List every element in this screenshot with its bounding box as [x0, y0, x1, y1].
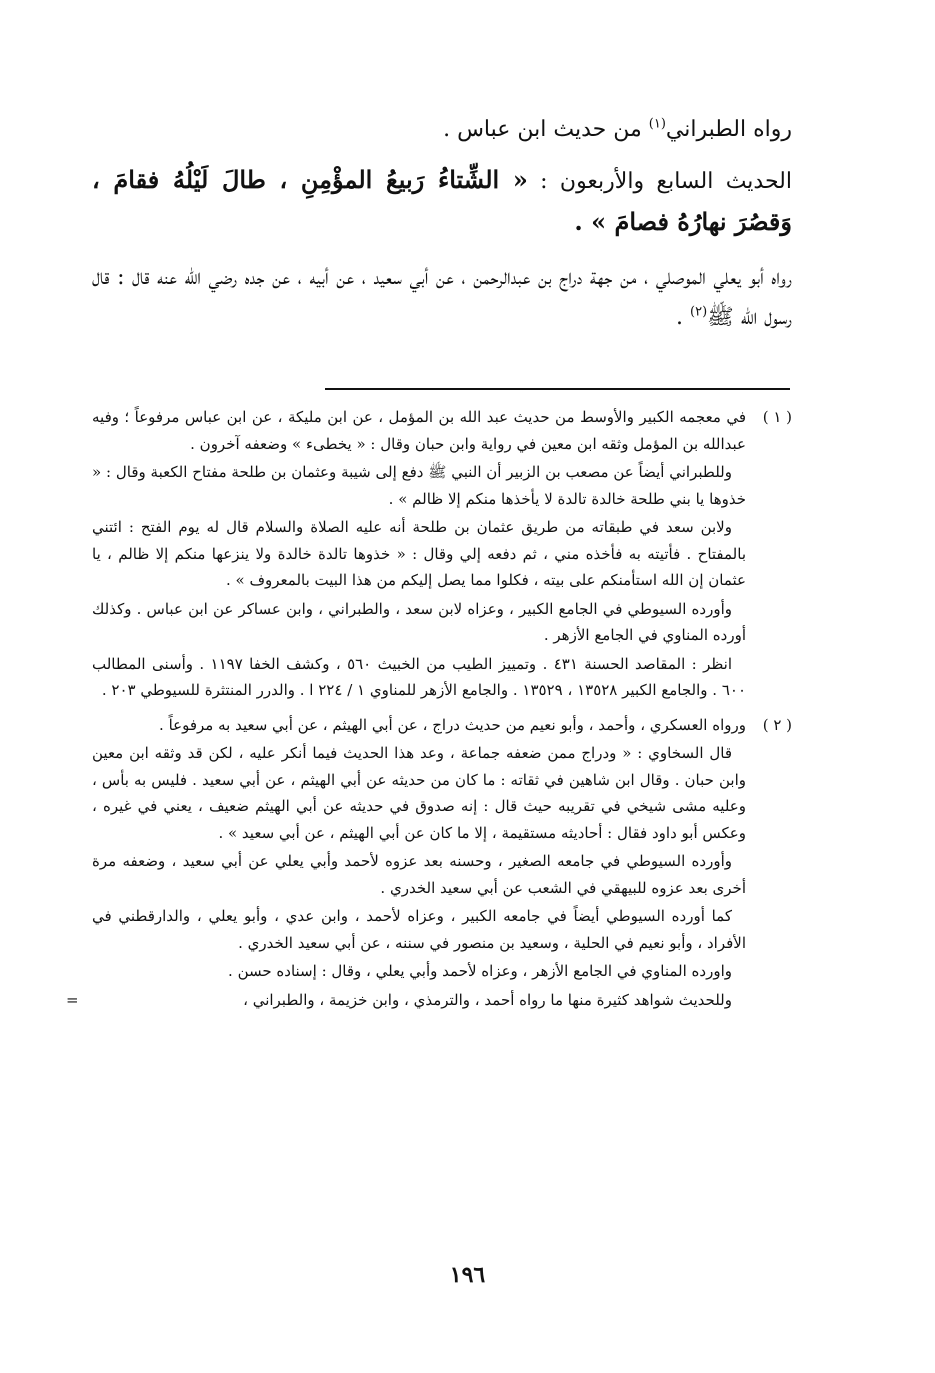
footnotes	[66, 404, 792, 1013]
footnote-paragraph: كما أورده السيوطي أيضاً في جامعه الكبير ، وعزاه لأحمد ، وابن عدي ، وأبو يعلي ، والدارقطني في الأفراد ، وأبو نعيم في الحلية ، وسعيد بن منصور في سننه ، عن أبي سعيد الخدري .	[92, 907, 746, 952]
page-number: ١٩٦	[449, 1262, 486, 1288]
footnote-paragraph: واورده المناوي في الجامع الأزهر ، وعزاه لأحمد وأبي يعلي ، وقال : إسناده حسن .	[228, 962, 732, 980]
continuation-mark: =	[66, 990, 79, 1009]
text-span: رواه الطبراني	[665, 117, 792, 142]
footnote-1	[92, 404, 792, 704]
paragraph-narration	[92, 258, 792, 338]
text-span: من حديث ابن عباس .	[443, 117, 649, 142]
text-span: رواه أبو يعلي الموصلي ، من جهة دراج بن عبدالرحمن ، عن أبي سعيد ، عن أبيه ، عن جده رضي الله عنه قال : قال رسول الله ﷺ	[92, 265, 792, 330]
footnote-paragraph: وللطبراني أيضاً عن مصعب بن الزبير أن النبي ﷺ دفع إلى شيبة وعثمان بن طلحة مفتاح الكعبة وقال : « خذوها يا بني طلحة خالدة تالدة لا يأخذها منكم إلا ظالم » .	[92, 463, 746, 508]
footnote-2	[66, 712, 792, 1014]
footnote-number: ( ٢ )	[762, 715, 792, 734]
footnote-paragraph: ورواه العسكري ، وأحمد ، وأبو نعيم من حديث دراج ، عن أبي الهيثم ، عن أبي سعيد به مرفوعاً .	[159, 715, 746, 734]
footnote-number: ( ١ )	[762, 408, 792, 426]
hadith-heading: الحديث السابع والأربعون :	[527, 169, 792, 194]
footnote-paragraph: وأورده السيوطي في الجامع الكبير ، وعزاه لابن سعد ، والطبراني ، وابن عساكر عن ابن عباس . وكذلك أورده المناوي في الجامع الأزهر .	[92, 599, 746, 644]
footnote-paragraph: قال السخاوي : « ودراج ممن ضعفه جماعة ، وعد هذا الحديث فيما أنكر عليه ، لكن قد وثقه ابن معين وابن حبان . وقال ابن شاهين في ثقاته : ما كان من حديثه عن أبي الهيثم ، عن أبي سعيد . فليس به بأس ، وعليه مشى شيخي في تقريبه حيث قال : إنه صدوق في حديثه عن أبي الهيثم ضعيف ، يعني في غيره ، وعكس أبو داود فقال : أحاديثه مستقيمة ، إلا ما كان عن أبي الهيثم ، عن أبي سعيد » .	[92, 744, 746, 842]
main-text	[92, 110, 792, 338]
footnote-paragraph: ولابن سعد في طبقاته من طريق عثمان بن طلحة أنه عليه الصلاة والسلام قال له يوم الفتح : ائتني بالمفتاح . فأتيته به فأخذه مني ، ثم دفعه إلي وقال : « خذوها تالدة خالدة ولا ينزعها منكم إلا ظالم ، يا عثمان إن الله استأمنكم على بيته ، فكلوا مما يصل إليكم من هذا البيت بالمعروف » .	[92, 518, 746, 589]
footnote-ref-2[interactable]: (٢)	[690, 304, 708, 320]
footnote-paragraph: وللحديث شواهد كثيرة منها ما رواه أحمد ، والترمذي ، وابن خزيمة ، والطبراني ،	[243, 990, 732, 1009]
footnote-paragraph: انظر : المقاصد الحسنة ٤٣١ . وتمييز الطيب من الخبيث ٥٦٠ ، وكشف الخفا ١١٩٧ . وأسنى المطالب ٦٠٠ . والجامع الكبير ١٣٥٢٨ ، ١٣٥٢٩ . والجامع الأزهر للمناوي ١ / ٢٢٤ ا . والدرر المنتثرة للسيوطي ٢٠٣ .	[92, 654, 746, 699]
paragraph-hadith-47	[92, 160, 792, 244]
footnote-paragraph: في معجمه الكبير والأوسط من حديث عبد الله بن المؤمل ، عن ابن مليكة ، عن ابن عباس مرفوعاً ؛ وفيه عبدالله بن المؤمل وثقه ابن معين في رواية وابن حبان وقال : « يخطىء » وضعفه آخرون .	[92, 408, 746, 453]
footnote-paragraph: وأورده السيوطي في جامعه الصغير ، وحسنه بعد عزوه لأحمد وأبي يعلي عن أبي سعيد ، وضعفه مرة أخرى بعد عزوه للبيهقي في الشعب عن أبي سعيد الخدري .	[92, 852, 746, 897]
footnote-ref-1[interactable]: (١)	[648, 116, 666, 132]
paragraph-tabarani	[92, 110, 792, 150]
hadith-quote: « الشِّتاءُ رَبيعُ المؤْمِنِ ، طالَ لَيْلُهُ فقامَ ، وَقصُرَ نهارُهُ فصامَ » .	[92, 165, 792, 236]
footnote-divider	[325, 388, 790, 390]
text-span: .	[676, 305, 691, 330]
